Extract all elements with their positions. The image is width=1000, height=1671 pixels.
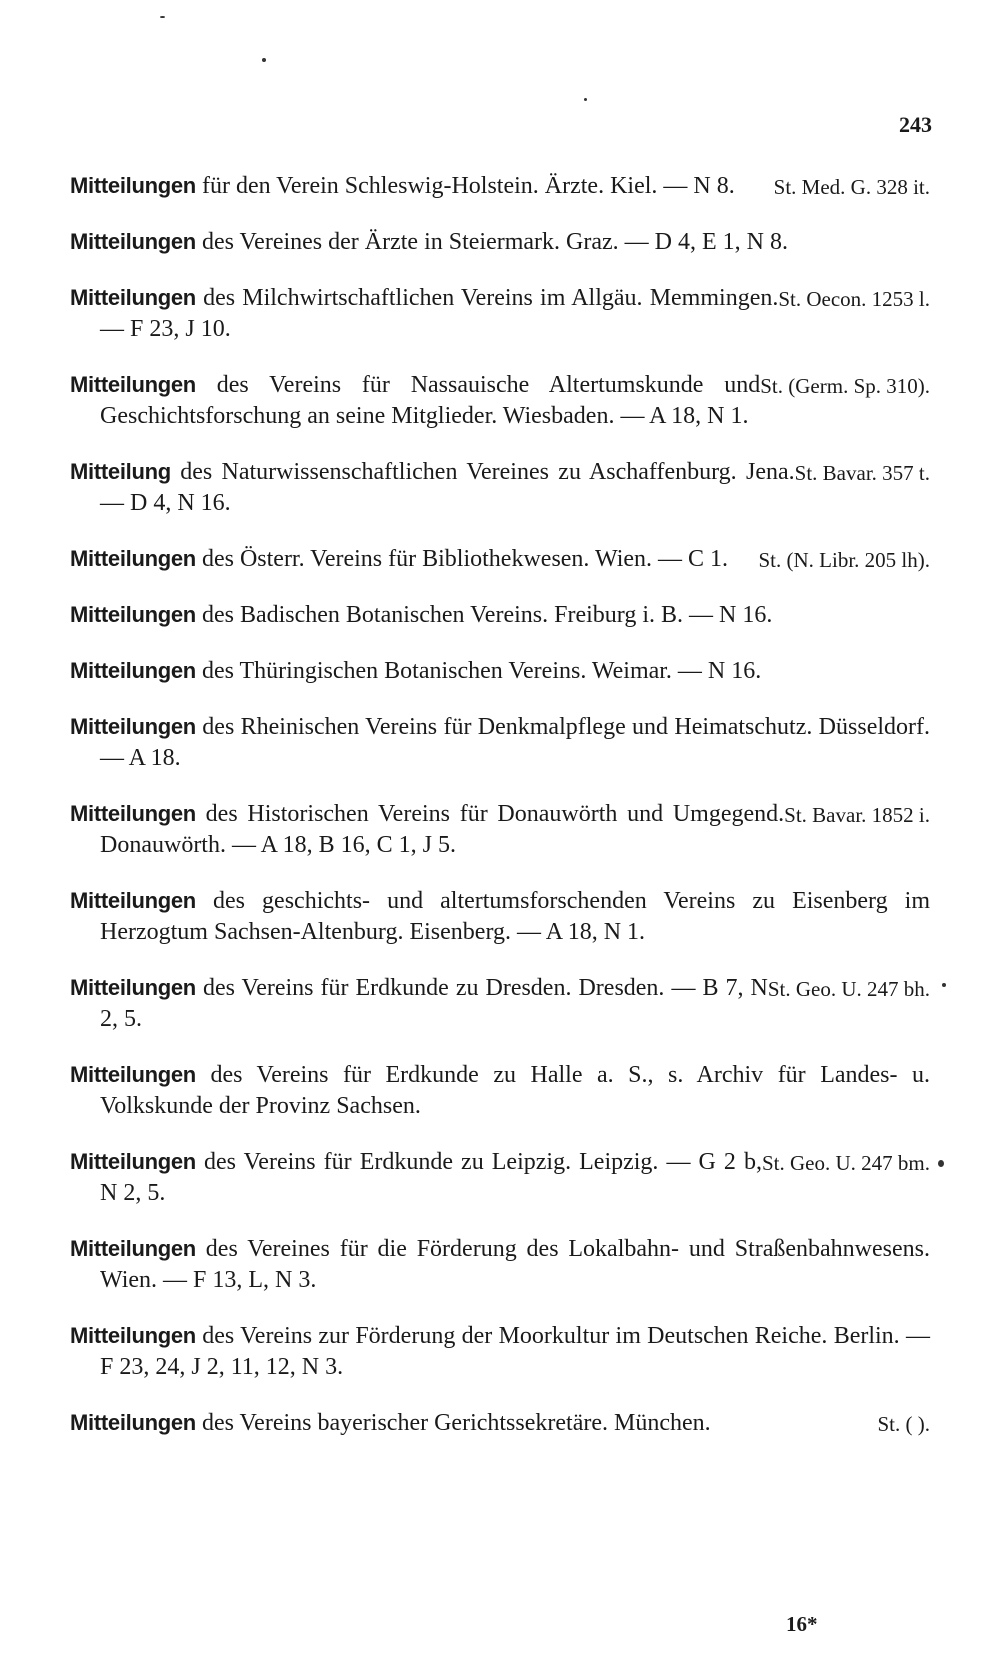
bibliography-entry [70, 1059, 930, 1122]
shelf-mark: St. (N. Libr. 205 lh). [758, 548, 930, 572]
bibliography-entry [70, 456, 930, 519]
entry-text: des Badischen Botanischen Vereins. Freiburg i. B. — N 16. [195, 602, 773, 628]
entry-text: des Vereins zur Förderung der Moorkultur im Deutschen Reiche. Berlin. —F 23, 24, J 2, 11, 12, N 3. [100, 1323, 930, 1380]
entry-text: des Vereines für die Förderung des Lokalbahn- und Straßenbahnwesens. Wien. — F 13, L, N 3. [100, 1236, 930, 1293]
print-speck [584, 98, 587, 101]
print-speck [160, 16, 165, 18]
entry-heading: Mitteilungen [70, 173, 196, 198]
entry-heading: Mitteilungen [70, 801, 196, 826]
bibliography-entry [70, 711, 930, 774]
shelf-mark: St. Med. G. 328 it. [773, 175, 930, 199]
bibliography-entry [70, 369, 930, 432]
entry-text: des Vereins für Erdkunde zu Dresden. Dresden. — B 7, N 2, 5. [100, 975, 768, 1032]
entry-text: des geschichts- und altertumsforschenden Vereins zu Eisenberg im Herzogtum Sachsen-Altenburg. Eisenberg. — A 18, N 1. [100, 888, 930, 945]
entry-text: des Vereins für Erdkunde zu Leipzig. Leipzig. — G 2 b, N 2, 5. [100, 1149, 762, 1206]
bibliography-entry [70, 226, 930, 258]
bibliography-entry [70, 1146, 930, 1209]
bibliography-entry [70, 1233, 930, 1296]
print-speck [942, 983, 946, 987]
print-speck [262, 58, 266, 62]
entry-heading: Mitteilungen [70, 1062, 196, 1087]
entry-heading: Mitteilungen [70, 1323, 196, 1348]
entry-text: des Österr. Vereins für Bibliothekwesen. Wien. — C 1. [195, 546, 729, 572]
entry-text: des Naturwissenschaftlichen Vereines zu Aschaffenburg. Jena. — D 4, N 16. [100, 459, 795, 516]
page-number: 243 [899, 112, 932, 137]
entry-heading: Mitteilungen [70, 975, 196, 1000]
entry-heading: Mitteilungen [70, 602, 196, 627]
bibliography-entry [70, 1407, 930, 1439]
entry-text: für den Verein Schleswig-Holstein. Ärzte. Kiel. — N 8. [195, 173, 735, 199]
entry-heading: Mitteilungen [70, 888, 196, 913]
entry-heading: Mitteilung [70, 459, 171, 484]
shelf-mark: St. (Germ. Sp. 310). [760, 374, 930, 398]
shelf-mark: St. Geo. U. 247 bh. [767, 977, 930, 1001]
bibliography-entry [70, 798, 930, 861]
bibliography-entry [70, 282, 930, 345]
entry-text: des Historischen Vereins für Donauwörth und Umgegend. Donauwörth. — A 18, B 16, C 1, J 5. [100, 801, 785, 858]
entry-text: des Vereins für Nassauische Altertumskunde und Geschichtsforschung an seine Mitglieder. Wiesbaden. — A 18, N 1. [100, 372, 761, 429]
entry-text: des Rheinischen Vereins für Denkmalpflege und Heimatschutz. Düsseldorf. — A 18. [100, 714, 930, 771]
shelf-mark: St. Geo. U. 247 bm. [762, 1151, 930, 1175]
bibliography-entry [70, 599, 930, 631]
bibliography-list [70, 170, 930, 1463]
entry-text: des Vereins bayerischer Gerichtssekretäre. München. [195, 1410, 711, 1436]
bibliography-entry [70, 885, 930, 948]
entry-heading: Mitteilungen [70, 658, 196, 683]
entry-heading: Mitteilungen [70, 1410, 196, 1435]
bibliography-entry [70, 972, 930, 1035]
entry-heading: Mitteilungen [70, 1236, 196, 1261]
signature-mark: 16* [786, 1612, 818, 1636]
bibliography-entry [70, 170, 930, 202]
shelf-mark: St. Oecon. 1253 l. [778, 287, 930, 311]
bibliography-entry [70, 543, 930, 575]
entry-heading: Mitteilungen [70, 546, 196, 571]
entry-text: des Milchwirtschaftlichen Vereins im Allgäu. Memmingen. — F 23, J 10. [100, 285, 779, 342]
entry-text: des Thüringischen Botanischen Vereins. Weimar. — N 16. [195, 658, 762, 684]
print-speck [938, 1160, 944, 1167]
entry-heading: Mitteilungen [70, 372, 196, 397]
shelf-mark: St. ( ). [877, 1412, 930, 1436]
entry-heading: Mitteilungen [70, 285, 196, 310]
entry-text: des Vereins für Erdkunde zu Halle a. S., s. Archiv für Landes- u. Volkskunde der Provinz Sachsen. [100, 1062, 930, 1119]
entry-text: des Vereines der Ärzte in Steiermark. Graz. — D 4, E 1, N 8. [195, 229, 788, 255]
entry-heading: Mitteilungen [70, 229, 196, 254]
entry-heading: Mitteilungen [70, 1149, 196, 1174]
bibliography-entry [70, 1320, 930, 1383]
bibliography-entry [70, 655, 930, 687]
entry-heading: Mitteilungen [70, 714, 196, 739]
shelf-mark: St. Bavar. 357 t. [794, 461, 930, 485]
shelf-mark: St. Bavar. 1852 i. [784, 803, 930, 827]
